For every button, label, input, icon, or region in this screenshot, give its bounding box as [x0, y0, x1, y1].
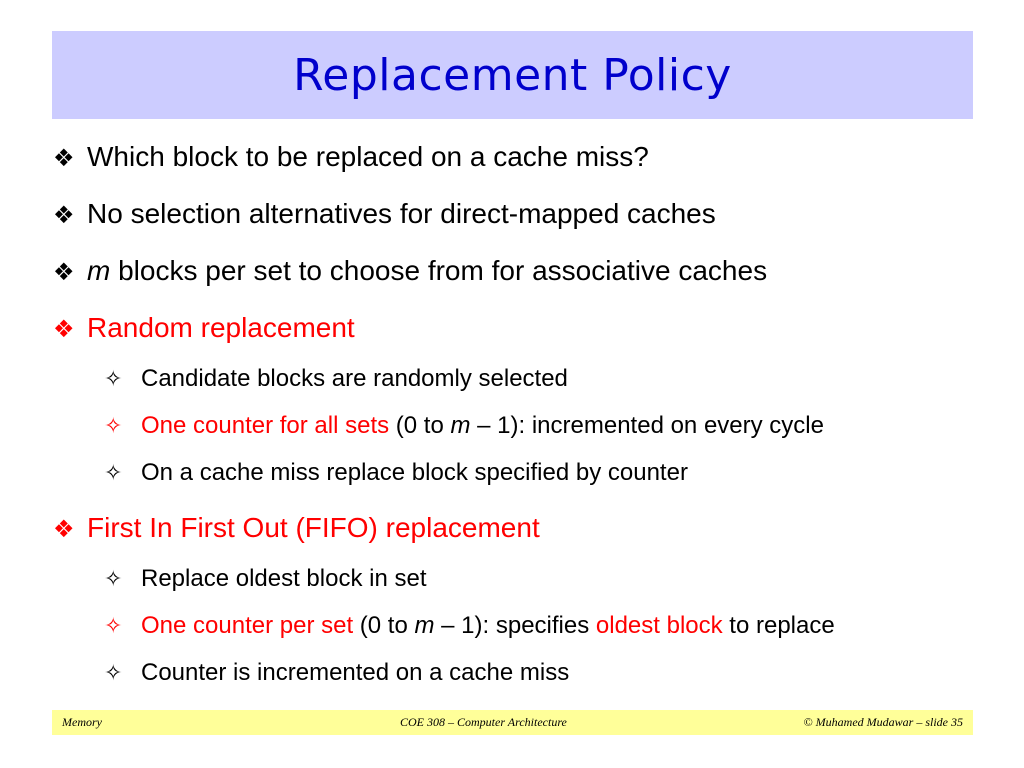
sub-bullet-one-counter-all-sets: [104, 411, 824, 442]
sub-bullet-text: to replace: [722, 612, 835, 639]
bullet-m-blocks: [53, 254, 767, 289]
star-bullet-icon: ✧: [104, 567, 123, 592]
variable-m: m: [414, 612, 435, 639]
diamond-bullet-icon: ❖: [53, 144, 75, 172]
bullet-random-replacement: [53, 311, 355, 346]
bullet-text: No selection alternatives for direct-mapped caches: [87, 198, 716, 229]
bullet-which-block: [53, 140, 649, 175]
footer-course: COE 308 – Computer Architecture: [400, 715, 567, 729]
sub-bullet-replace-oldest: [104, 564, 427, 595]
star-bullet-icon: ✧: [104, 367, 123, 392]
bullet-fifo-replacement: [53, 511, 540, 546]
bullet-text: blocks per set to choose from for associative caches: [110, 255, 768, 286]
bullet-text: Which block to be replaced on a cache miss?: [87, 141, 649, 172]
sub-bullet-text: – 1): specifies: [434, 612, 596, 639]
sub-bullet-text: – 1): incremented on every cycle: [470, 412, 824, 439]
highlight-text: One counter per set: [141, 612, 354, 639]
slide-footer: [52, 710, 973, 735]
sub-bullet-text: Candidate blocks are randomly selected: [141, 365, 568, 392]
star-bullet-icon: ✧: [104, 461, 123, 486]
sub-bullet-text: (0 to: [389, 412, 451, 439]
star-bullet-icon: ✧: [104, 414, 123, 439]
diamond-bullet-icon: ❖: [53, 315, 75, 343]
sub-bullet-text: Replace oldest block in set: [141, 565, 427, 592]
sub-bullet-candidate-blocks: [104, 364, 568, 395]
bullet-text: Random replacement: [87, 312, 355, 343]
sub-bullet-text: Counter is incremented on a cache miss: [141, 659, 570, 686]
star-bullet-icon: ✧: [104, 614, 123, 639]
sub-bullet-text: (0 to: [353, 612, 415, 639]
highlight-text: One counter for all sets: [141, 412, 390, 439]
diamond-bullet-icon: ❖: [53, 515, 75, 543]
highlight-text: oldest block: [595, 612, 723, 639]
sub-bullet-one-counter-per-set: [104, 611, 835, 642]
slide-title: Replacement Policy: [293, 49, 732, 101]
diamond-bullet-icon: ❖: [53, 201, 75, 229]
bullet-no-selection: [53, 197, 716, 232]
star-bullet-icon: ✧: [104, 661, 123, 686]
sub-bullet-text: On a cache miss replace block specified by counter: [141, 459, 688, 486]
diamond-bullet-icon: ❖: [53, 258, 75, 286]
footer-copyright: © Muhamed Mudawar – slide 35: [803, 715, 963, 729]
footer-section: Memory: [62, 715, 102, 729]
sub-bullet-counter-incremented: [104, 658, 569, 689]
variable-m: m: [450, 412, 471, 439]
variable-m: m: [87, 255, 111, 286]
sub-bullet-cache-miss-counter: [104, 458, 688, 489]
bullet-text: First In First Out (FIFO) replacement: [87, 512, 540, 543]
